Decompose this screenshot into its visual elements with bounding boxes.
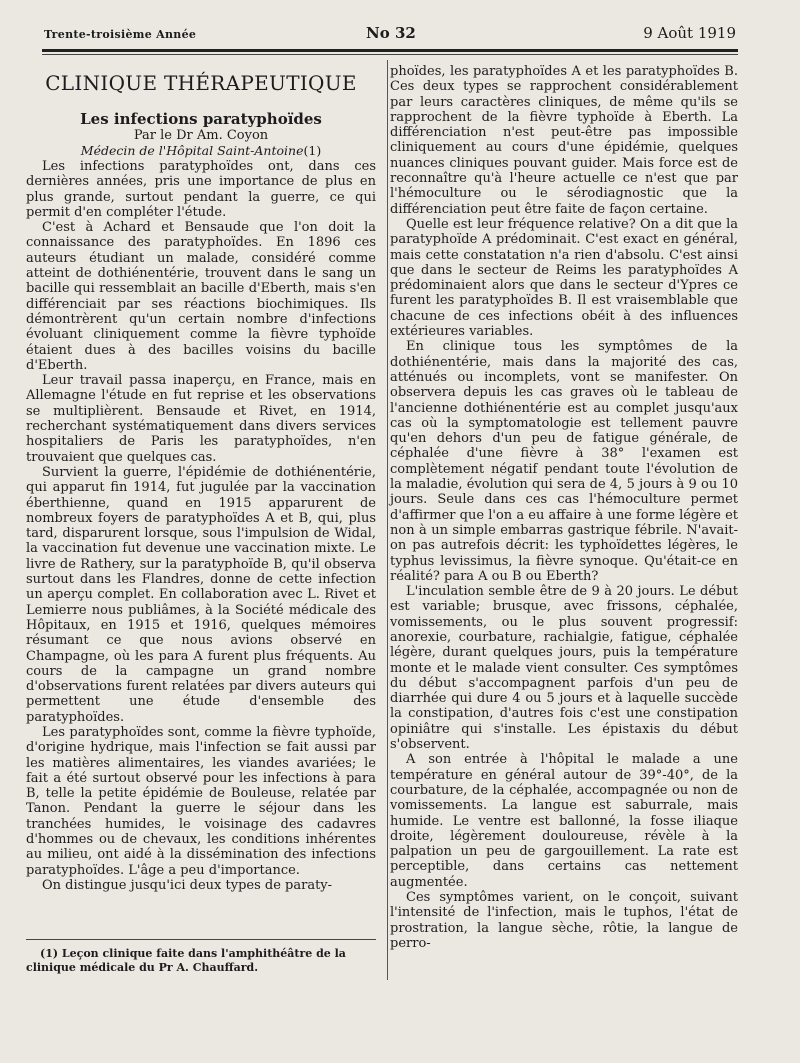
paragraph: Les infections paratyphoïdes ont, dans ces dernières années, pris une importance de plus en plus grande, surtout pendant la guerre, ce qui permit d'en compléter l'étude. (26, 159, 376, 220)
paragraph: Ces symptômes varient, on le conçoit, suivant l'intensité de l'infection, mais le tuphos, l'état de prostration, la langue sèche, rôtie, la langue de perro- (390, 890, 738, 951)
right-column (390, 64, 738, 951)
affiliation-text: Médecin de l'Hôpital Saint-Antoine (80, 143, 304, 158)
issue-number: No 32 (366, 24, 416, 42)
section-title: CLINIQUE THÉRAPEUTIQUE (45, 71, 357, 95)
volume-label: Trente-troisième Année (44, 28, 197, 41)
footnote-rule (26, 939, 376, 940)
article-byline: Par le Dr Am. Coyon (133, 128, 269, 143)
header-rule-thin (42, 54, 738, 55)
paragraph: Quelle est leur fréquence relative? On a dit que la paratyphoïde A prédominait. C'est exact en général, mais cette constatation n'a rien d'absolu. C'est ainsi que dans le secteur de Reims les paratyphoïdes A prédominaient alors que dans le secteur d'Ypres ce furent les paratyphoïdes B. Il est vraisemblable que chacune de ces infections obéit à des influences extérieures variables. (390, 216, 738, 340)
paragraph: Survient la guerre, l'épidémie de dothiénentérie, qui apparut fin 1914, fut jugulée par la vaccination éberthienne, quand en 1915 apparurent de nombreux foyers de paratyphoïdes A et B, qui, plus tard, disparurent lorsque, sous l'impulsion de Widal, la vaccination fut devenue une vaccination mixte. Le livre de Rathery, sur la paratyphoïde B, qu'il observa surtout dans les Flandres, donne de cette infection un aperçu complet. En collaboration avec L. Rivet et Lemierre nous publiâmes, à la Société médicale des Hôpitaux, en 1915 et 1916, quelques mémoires résumant ce que nous avions observé en Champagne, où les para A furent plus fréquents. Au cours de la campagne un grand nombre d'observations furent relatées par divers auteurs qui permettent une étude d'ensemble des paratyphoïdes. (26, 464, 376, 725)
running-header (44, 22, 736, 46)
footnote: (1) Leçon clinique faite dans l'amphithéâtre de la clinique médicale du Pr A. Chauffard. (26, 947, 346, 974)
paragraph-continuation: phoïdes, les paratyphoïdes A et les paratyphoïdes B. Ces deux types se rapprochent considérablement par leurs caractères cliniques, de même qu'ils se rapprochent de la fièvre typhoïde à Eberth. La différenciation n'est peut-être pas impossible cliniquement au cours d'une épidémie, quelques nuances cliniques pouvant guider. Mais force est de reconnaître qu'à l'heure actuelle ce n'est que par l'hémoculture ou le sérodiagnostic que la différenciation peut être faite de façon certaine. (390, 64, 738, 217)
paragraph: L'inculation semble être de 9 à 20 jours. Le début est variable; brusque, avec frissons, céphalée, vomissements, ou le plus souvent progressif: anorexie, courbature, rachialgie, fatigue, céphalée légère, durant quelques jours, puis la température monte et le malade vient consulter. Ces symptômes du début s'accompagnent parfois d'un peu de diarrhée qui dure 4 ou 5 jours et à laquelle succède la constipation, d'autres fois c'est une constipation opiniâtre qui s'installe. Les épistaxis du début s'observent. (390, 584, 738, 753)
article-title: Les infections paratyphoïdes (80, 110, 322, 128)
left-column (26, 62, 376, 893)
paragraph: Les paratyphoïdes sont, comme la fièvre typhoïde, d'origine hydrique, mais l'infection se fait aussi par les matières alimentaires, les viandes avariées; le fait a été surtout observé pour les infections à para B, telle la petite épidémie de Bouleuse, relatée par Tanon. Pendant la guerre le séjour dans les tranchées humides, le voisinage des cadavres d'hommes ou de chevaux, les conditions inhérentes au milieu, ont aidé à la dissémination des infections paratyphoïdes. L'âge a peu d'importance. (26, 724, 376, 878)
column-divider (387, 60, 388, 980)
issue-date: 9 Août 1919 (643, 24, 736, 42)
article-affiliation (26, 143, 376, 158)
paragraph: C'est à Achard et Bensaude que l'on doit la connaissance des paratyphoïdes. En 1896 ces auteurs étudiant un malade, considéré comme atteint de dothiénentérie, trouvent dans le sang un bacille qui ressemblait an bacille d'Eberth, mais s'en différenciait par ses réactions biochimiques. Ils démontrèrent qu'un certain nombre d'infections évoluant cliniquement comme la fièvre typhoïde étaient dues à des bacilles voisins du bacille d'Eberth. (26, 220, 376, 373)
paragraph: A son entrée à l'hôpital le malade a une température en général autour de 39°-40°, de la courbature, de la céphalée, accompagnée ou non de vomissements. La langue est saburrale, mais humide. Le ventre est ballonné, la fosse iliaque droite, légèrement douloureuse, révèle à la palpation un peu de gargouillement. La rate est perceptible, dans certains cas nettement augmentée. (390, 752, 738, 890)
footnote-ref: (1) (303, 143, 322, 158)
paragraph: Leur travail passa inaperçu, en France, mais en Allemagne l'étude en fut reprise et les observations se multiplièrent. Bensaude et Rivet, en 1914, recherchant systématiquement dans divers services hospitaliers de Paris les paratyphoïdes, n'en trouvaient que quelques cas. (26, 373, 376, 465)
paragraph: En clinique tous les symptômes de la dothiénentérie, mais dans la majorité des cas, atténués ou incomplets, vont se manifester. On observera depuis les cas graves où le tableau de l'ancienne dothiénentérie est au complet jusqu'aux cas où la symptomatologie est tellement pauvre qu'en dehors d'un peu de fatigue générale, de céphalée d'une fièvre à 38° l'examen est complètement négatif pendant toute l'évolution de la maladie, évolution qui sera de 4, 5 jours à 9 ou 10 jours. Seule dans ces cas l'hémoculture permet d'affirmer que l'on a eu affaire à une forme légère et non à un simple embarras gastrique fébrile. N'avait-on pas autrefois décrit: les typhoïdettes légères, le typhus levissimus, la fièvre synoque. Qu'était-ce en réalité? para A ou B ou Eberth? (390, 339, 738, 584)
header-rule-thick (42, 49, 738, 52)
paragraph: On distingue jusqu'ici deux types de paraty- (42, 877, 333, 893)
